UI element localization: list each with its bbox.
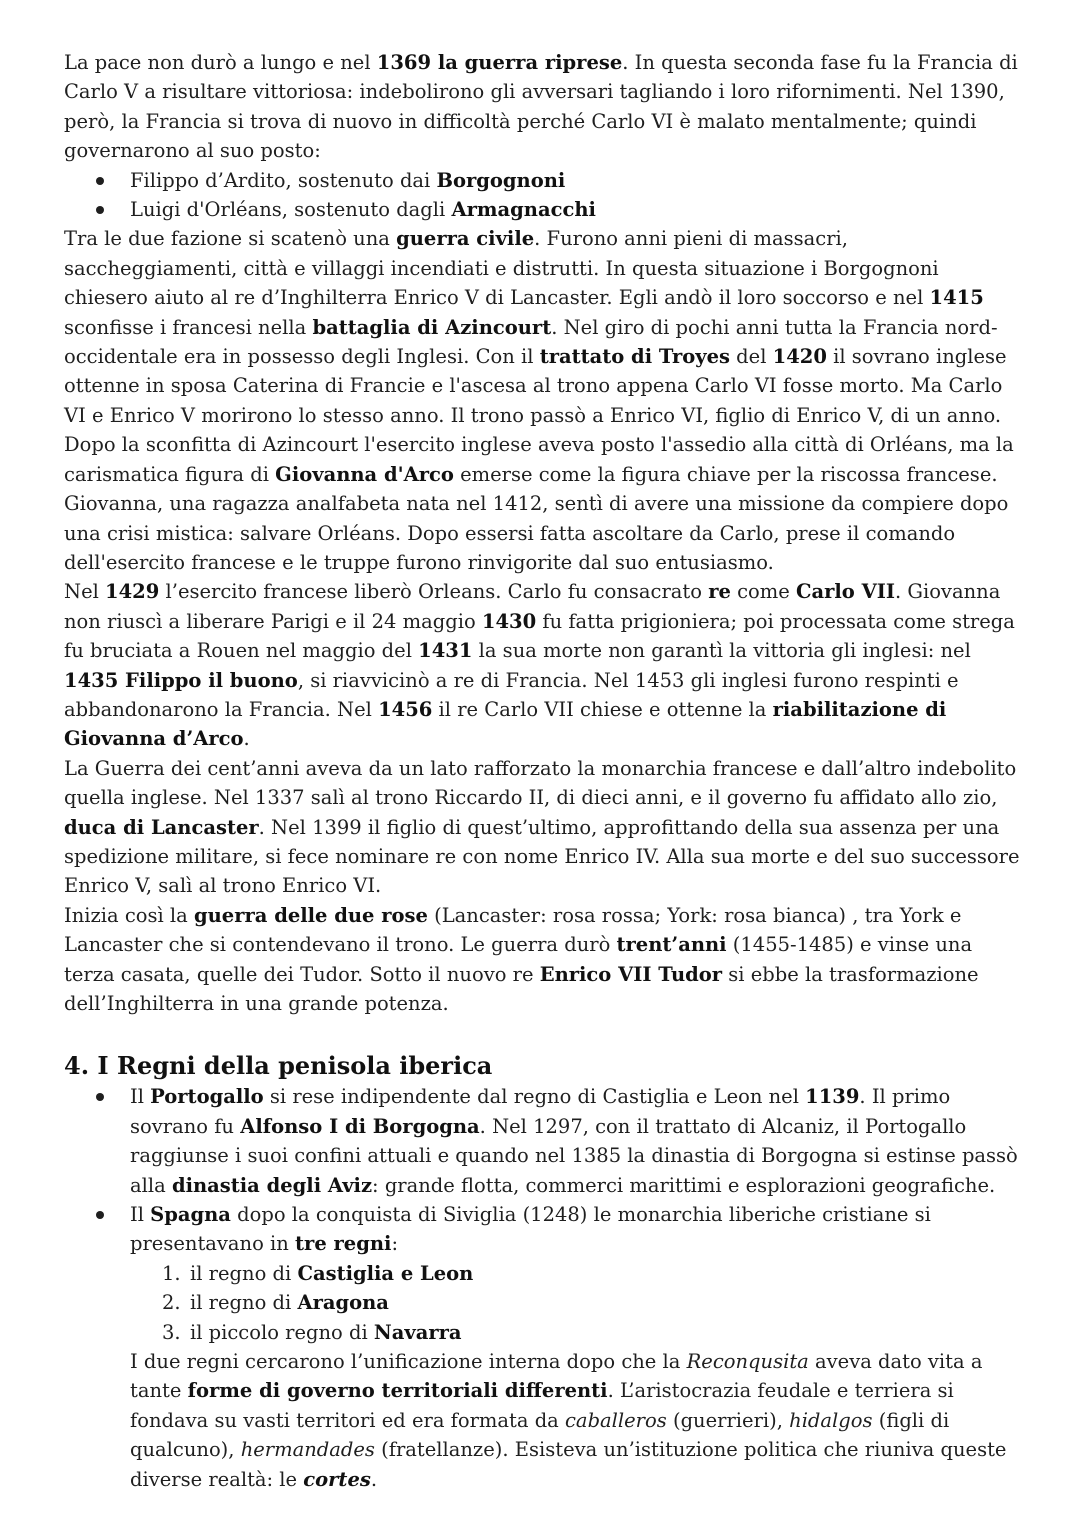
- text: . Nel 1297, con il trattato di Alcaniz, il Portogallo raggiunse i suoi confini attuali e quando nel 1385 la dinastia di Borgogna si estinse passò alla: [130, 1114, 1018, 1197]
- text: , si riavvicinò a re di Francia. Nel 1453 gli inglesi furono respinti e abbandonarono la Francia. Nel: [64, 668, 959, 721]
- text: (guerrieri),: [666, 1408, 790, 1432]
- text: . Giovanna non riuscì a liberare Parigi e il 24 maggio: [64, 580, 1001, 633]
- text: . Nel giro di pochi anni tutta la Francia nord-occidentale era in possesso degli Inglesi. Con il: [64, 315, 998, 369]
- text: . Nel 1399 il figlio di quest’ultimo, approfittando della sua assenza per una spedizione militare, si fece nominare re con nome Enrico IV. Alla sua morte e del suo successore Enrico V, salì al trono Enrico VI.: [64, 815, 1020, 898]
- numbered-list-regni: [130, 1259, 1020, 1347]
- bold-text: 1420: [772, 345, 827, 369]
- list-item: [162, 1259, 1020, 1288]
- italic-text: caballeros: [565, 1408, 667, 1432]
- paragraph-reconquista: [130, 1347, 1020, 1494]
- bold-text: trattato di Troyes: [539, 345, 730, 369]
- bold-text: Castiglia e Leon: [297, 1261, 474, 1285]
- text: il re Carlo VII chiese e ottenne la: [432, 697, 773, 721]
- text: (1455-1485) e vinse una terza casata, quelle dei Tudor. Sotto il nuovo re: [64, 933, 973, 986]
- bold-text: trent’anni: [616, 933, 727, 957]
- list-item: [130, 195, 1020, 224]
- paragraph-due-rose: [64, 901, 1020, 1019]
- text: dopo la conquista di Siviglia (1248) le monarchia liberiche cristiane si presentavano in: [130, 1203, 931, 1256]
- list-item-portogallo: [130, 1082, 1020, 1200]
- text: (figli di qualcuno),: [130, 1408, 950, 1462]
- bold-text: 1139: [805, 1085, 860, 1109]
- text: si rese indipendente dal regno di Castiglia e Leon nel: [263, 1085, 806, 1109]
- bold-text: riabilitazione di Giovanna d’Arco: [64, 697, 947, 751]
- text: sconfisse i francesi nella: [64, 315, 313, 339]
- bold-text: Portogallo: [150, 1085, 264, 1109]
- text: il piccolo regno di: [190, 1320, 374, 1344]
- bold-text: 1435 Filippo il buono: [64, 668, 298, 692]
- list-item: [130, 166, 1020, 195]
- text: Il: [130, 1203, 151, 1227]
- text: il sovrano inglese ottenne in sposa Caterina di Francie e l'ascesa al trono appena Carlo VI fosse morto. Ma Carlo VI e Enrico V morirono lo stesso anno. Il trono passò a Enrico VI, figlio di Enrico V, di un anno.: [64, 345, 1007, 427]
- text: come: [730, 580, 796, 604]
- spagna-details: [64, 1259, 1020, 1494]
- italic-text: Reconqusita: [686, 1350, 809, 1374]
- text: Luigi d'Orléans, sostenuto dagli: [130, 198, 452, 222]
- bold-text: re: [708, 580, 731, 604]
- bold-text: Aragona: [297, 1291, 389, 1315]
- bold-text: 1415: [929, 286, 984, 310]
- bold-text: 1431: [418, 639, 473, 663]
- bullet-list-regni: [64, 1082, 1020, 1258]
- text: Il: [130, 1085, 151, 1109]
- text: (fratellanze). Esisteva un’istituzione politica che riuniva queste diverse realtà: le: [130, 1438, 1007, 1491]
- text: . In questa seconda fase fu la Francia di Carlo V a risultare vittoriosa: indebolirono gli avversari tagliando i loro rifornimenti. Nel 1390, però, la Francia si trova di nuovo in difficoltà perché Carlo VI è malato mentalmente; quindi governarono al suo posto:: [64, 51, 1018, 163]
- bold-text: Giovanna d'Arco: [275, 462, 454, 486]
- list-number: 1.: [162, 1261, 181, 1285]
- bold-text: guerra delle due rose: [194, 903, 428, 927]
- text: il regno di: [190, 1261, 298, 1285]
- text: il regno di: [190, 1291, 298, 1315]
- text: (Lancaster: rosa rossa; York: rosa bianca) , tra York e Lancaster che si contendevano il trono. Le guerra durò: [64, 903, 962, 957]
- bold-text: 1369 la guerra riprese: [376, 51, 623, 74]
- text: aveva dato vita a tante: [130, 1350, 983, 1403]
- bold-text: guerra civile: [396, 227, 535, 251]
- text: La Guerra dei cent’anni aveva da un lato rafforzato la monarchia francese e dall’altro indebolito quella inglese. Nel 1337 salì al trono Riccardo II, di dieci anni, e il governo fu affidato allo zio,: [64, 756, 1017, 810]
- text: fu fatta prigioniera; poi processata come strega fu bruciata a Rouen nel maggio del: [64, 609, 1015, 663]
- text: . Il primo sovrano fu: [130, 1085, 951, 1138]
- text: del: [729, 345, 773, 369]
- bold-text: Carlo VII: [795, 580, 895, 604]
- paragraph-giovanna: [64, 430, 1020, 577]
- text: I due regni cercarono l’unificazione interna dopo che la: [130, 1350, 687, 1374]
- text: la sua morte non garantì la vittoria gli inglesi: nel: [472, 639, 971, 663]
- paragraph-carlo-vii: [64, 577, 1020, 753]
- text: Filippo d’Ardito, sostenuto dai: [130, 168, 437, 192]
- bold-text: 1429: [105, 580, 160, 604]
- bold-text: Enrico VII Tudor: [539, 962, 723, 986]
- italic-text: hidalgos: [789, 1408, 873, 1432]
- bold-text: dinastia degli Aviz: [171, 1173, 373, 1197]
- text: : grande flotta, commerci marittimi e esplorazioni geografiche.: [372, 1173, 996, 1197]
- bold-text: 1456: [378, 697, 433, 721]
- bold-text: battaglia di Azincourt: [312, 315, 552, 339]
- text: l’esercito francese liberò Orleans. Carlo fu consacrato: [159, 580, 709, 604]
- paragraph-guerra-civile: [64, 224, 1020, 430]
- text: Tra le due fazione si scatenò una: [64, 227, 397, 251]
- bold-text: duca di Lancaster: [64, 815, 259, 839]
- text: La pace non durò a lungo e nel: [64, 51, 377, 74]
- bold-text: Borgognoni: [436, 168, 566, 192]
- bold-text: Armagnacchi: [451, 198, 596, 222]
- list-item-spagna: [130, 1200, 1020, 1259]
- text: . Furono anni pieni di massacri, saccheggiamenti, città e villaggi incendiati e distrutti. In questa situazione i Borgognoni chiesero aiuto al re d’Inghilterra Enrico V di Lancaster. Egli andò il loro soccorso e nel: [64, 227, 939, 310]
- list-number: 2.: [162, 1291, 181, 1315]
- text: Dopo la sconfitta di Azincourt l'esercito inglese aveva posto l'assedio alla città di Orléans, ma la carismatica figura di: [64, 433, 1014, 486]
- bold-italic-text: cortes: [303, 1467, 371, 1491]
- list-item: [162, 1288, 1020, 1317]
- paragraph-guerra-ripresa: [64, 48, 1020, 166]
- text: Nel: [64, 580, 106, 604]
- bold-text: 1430: [481, 609, 537, 633]
- bold-text: Navarra: [373, 1320, 462, 1344]
- paragraph-monarchia-inglese: [64, 754, 1020, 901]
- text: :: [391, 1232, 399, 1256]
- bold-text: Spagna: [150, 1203, 231, 1227]
- text: . L’aristocrazia feudale e terriera si fondava su vasti territori ed era formata da: [130, 1379, 954, 1432]
- section-heading: 4. I Regni della penisola iberica: [64, 1051, 493, 1081]
- bold-text: Alfonso I di Borgogna: [240, 1114, 480, 1138]
- bullet-list-reggenti: [64, 166, 1020, 225]
- list-item: [162, 1318, 1020, 1347]
- text: emerse come la figura chiave per la riscossa francese. Giovanna, una ragazza analfabeta nata nel 1412, sentì di avere una missione da compiere dopo una crisi mistica: salvare Orléans. Dopo essersi fatta ascoltare da Carlo, prese il comando dell'esercito francese e le truppe furono rinvigorite dal suo entusiasmo.: [64, 462, 1009, 574]
- italic-text: hermandades: [240, 1438, 375, 1462]
- text: si ebbe la trasformazione dell’Inghilterra in una grande potenza.: [64, 962, 979, 1015]
- text: .: [370, 1467, 378, 1491]
- text: Inizia così la: [64, 903, 194, 927]
- bold-text: forme di governo territoriali differenti: [187, 1379, 608, 1403]
- list-number: 3.: [162, 1320, 181, 1344]
- text: .: [243, 727, 250, 751]
- bold-text: tre regni: [295, 1232, 392, 1256]
